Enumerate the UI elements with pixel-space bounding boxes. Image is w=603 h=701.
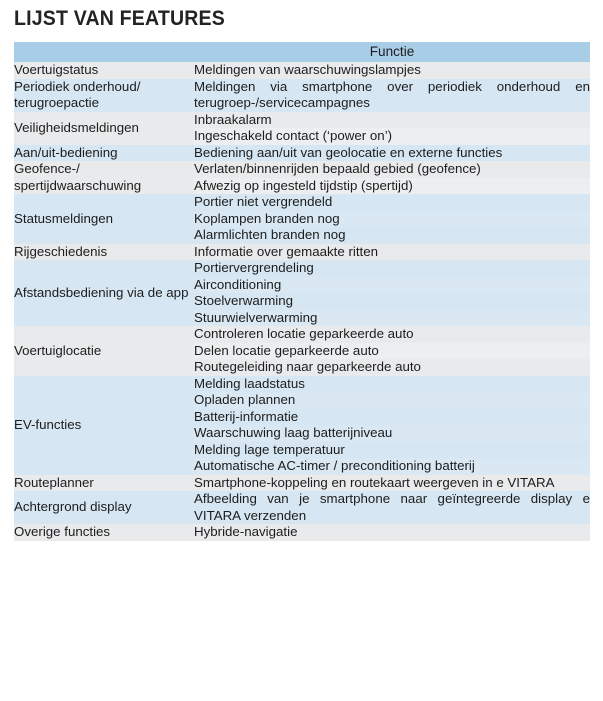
- category-cell: EV-functies: [14, 376, 194, 475]
- function-cell: Koplampen branden nog: [194, 211, 590, 228]
- page-title: LIJST VAN FEATURES: [14, 7, 225, 30]
- table-row: [14, 524, 590, 541]
- function-cell: Routegeleiding naar geparkeerde auto: [194, 359, 590, 376]
- function-cell: Informatie over gemaakte ritten: [194, 244, 590, 261]
- header-cell-function: Functie: [194, 42, 590, 62]
- function-cell: Airconditioning: [194, 277, 590, 294]
- function-cell: Waarschuwing laag batterijniveau: [194, 425, 590, 442]
- function-cell: Alarmlichten branden nog: [194, 227, 590, 244]
- category-cell: Overige functies: [14, 524, 194, 541]
- function-cell: Melding lage temperatuur: [194, 442, 590, 459]
- table-row: [14, 112, 590, 129]
- function-cell: Afwezig op ingesteld tijdstip (spertijd): [194, 178, 590, 195]
- category-cell: Rijgeschiedenis: [14, 244, 194, 261]
- function-cell: Portier niet vergrendeld: [194, 194, 590, 211]
- table-row: [14, 244, 590, 261]
- table-row: [14, 194, 590, 211]
- function-cell: Afbeelding van je smartphone naar geïntegreerde display e VITARA verzenden: [194, 491, 590, 523]
- category-cell: Afstandsbediening via de app: [14, 260, 194, 326]
- category-cell: Achtergrond display: [14, 491, 194, 524]
- table-row: [14, 475, 590, 492]
- function-cell: Meldingen via smartphone over periodiek onderhoud en terugroep-/servicecampagnes: [194, 78, 590, 110]
- table-row: [14, 145, 590, 162]
- table-row: [14, 491, 590, 524]
- category-cell: Aan/uit-bediening: [14, 145, 194, 162]
- function-cell: Delen locatie geparkeerde auto: [194, 343, 590, 360]
- table-body: [14, 62, 590, 541]
- table-row: [14, 260, 590, 277]
- category-cell: Periodiek onderhoud/ terugroepactie: [14, 79, 194, 112]
- function-cell: Stuurwielverwarming: [194, 310, 590, 327]
- header-cell-category: [14, 42, 194, 62]
- category-cell: Voertuigstatus: [14, 62, 194, 79]
- function-cell: Verlaten/binnenrijden bepaald gebied (geofence): [194, 161, 590, 178]
- function-cell: Bediening aan/uit van geolocatie en externe functies: [194, 145, 590, 162]
- function-cell: Automatische AC-timer / preconditioning batterij: [194, 458, 590, 475]
- function-cell: Hybride-navigatie: [194, 524, 590, 541]
- category-cell: Voertuiglocatie: [14, 326, 194, 376]
- function-cell: Batterij-informatie: [194, 409, 590, 426]
- function-cell: Meldingen van waarschuwingslampjes: [194, 62, 590, 79]
- table-row: [14, 161, 590, 178]
- function-cell: Ingeschakeld contact (‘power on’): [194, 128, 590, 145]
- function-cell: Melding laadstatus: [194, 376, 590, 393]
- table-header-row: [14, 42, 590, 62]
- function-cell: Opladen plannen: [194, 392, 590, 409]
- table-row: [14, 326, 590, 343]
- function-cell: Controleren locatie geparkeerde auto: [194, 326, 590, 343]
- function-cell: Stoelverwarming: [194, 293, 590, 310]
- function-cell: Smartphone-koppeling en routekaart weergeven in e VITARA: [194, 475, 590, 492]
- category-cell: Geofence-/ spertijdwaarschuwing: [14, 161, 194, 194]
- category-cell: Routeplanner: [14, 475, 194, 492]
- table-header: [14, 42, 590, 62]
- table-row: [14, 79, 590, 112]
- category-cell: Statusmeldingen: [14, 194, 194, 244]
- feature-table: [14, 42, 590, 541]
- function-cell: Inbraakalarm: [194, 112, 590, 129]
- category-cell: Veiligheidsmeldingen: [14, 112, 194, 145]
- table-row: [14, 62, 590, 79]
- table-row: [14, 376, 590, 393]
- function-cell: Portiervergrendeling: [194, 260, 590, 277]
